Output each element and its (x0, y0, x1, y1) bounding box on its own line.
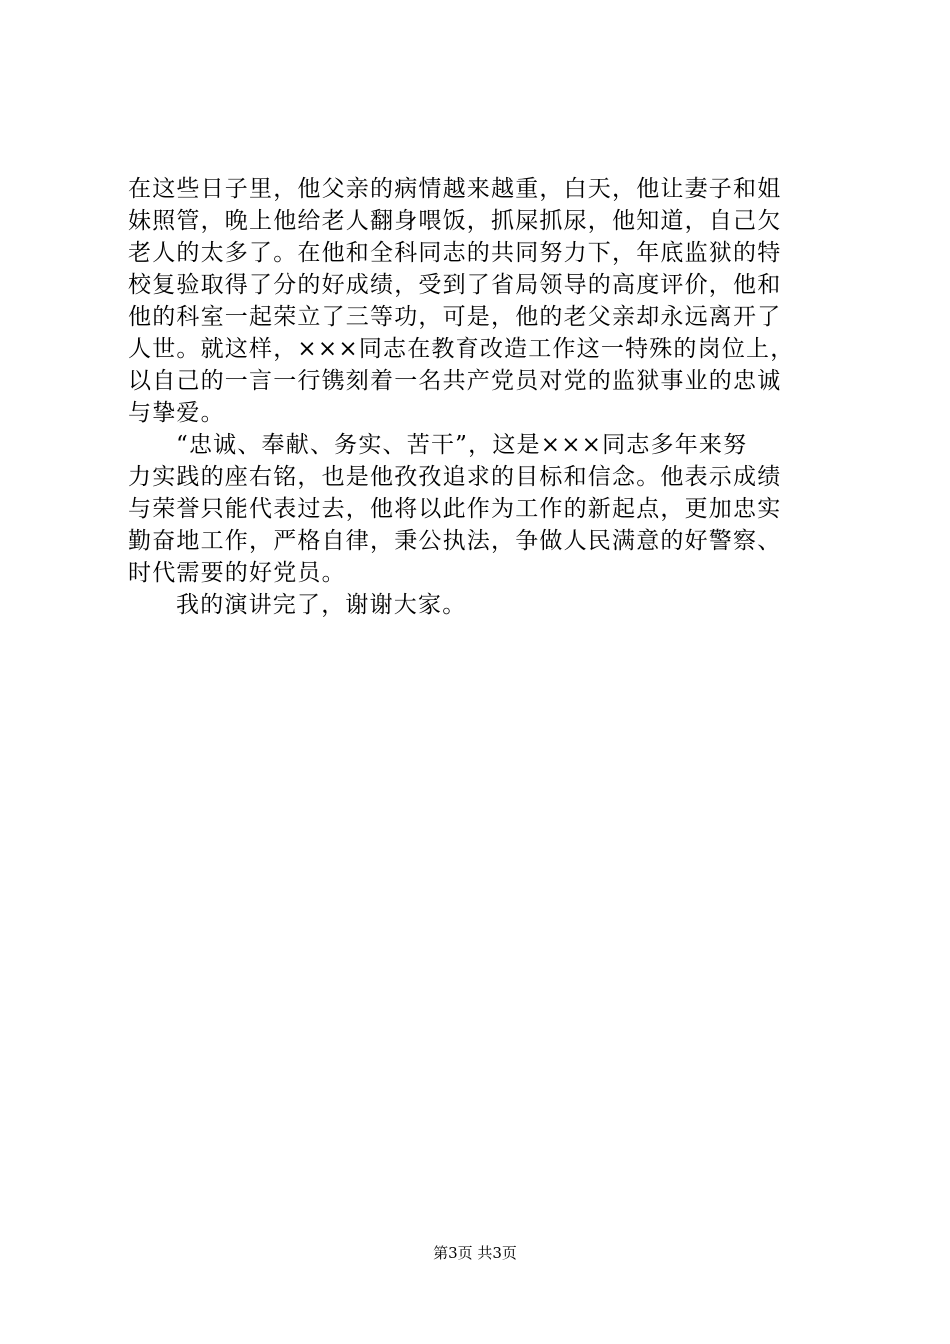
text-line: 妹照管，晚上他给老人翻身喂饭，抓屎抓尿，他知道，自己欠 (128, 208, 782, 234)
text-line: 人世。就这样，×××同志在教育改造工作这一特殊的岗位上， (128, 336, 795, 362)
text-line: 以自己的一言一行镌刻着一名共产党员对党的监狱事业的忠诚 (128, 368, 782, 394)
paragraph-first-line: “忠诚、奉献、务实、苦干”，这是×××同志多年来努 (176, 432, 748, 458)
document-body (128, 173, 840, 621)
text-line: 力实践的座右铭，也是他孜孜追求的目标和信念。他表示成绩 (128, 464, 782, 490)
closing-line: 我的演讲完了，谢谢大家。 (176, 592, 467, 618)
text-line: 勤奋地工作，严格自律，秉公执法，争做人民满意的好警察、 (128, 528, 782, 554)
text-line: 时代需要的好党员。 (128, 560, 346, 586)
text-line: 在这些日子里，他父亲的病情越来越重，白天，他让妻子和姐 (128, 176, 782, 202)
text-line: 老人的太多了。在他和全科同志的共同努力下，年底监狱的特 (128, 240, 782, 266)
page-number-footer: 第3页 共3页 (433, 1244, 517, 1262)
text-line: 与挚爱。 (128, 400, 225, 426)
text-line: 与荣誉只能代表过去，他将以此作为工作的新起点，更加忠实 (128, 496, 782, 522)
text-line: 校复验取得了分的好成绩，受到了省局领导的高度评价，他和 (128, 272, 782, 298)
text-line: 他的科室一起荣立了三等功，可是，他的老父亲却永远离开了 (128, 304, 782, 330)
